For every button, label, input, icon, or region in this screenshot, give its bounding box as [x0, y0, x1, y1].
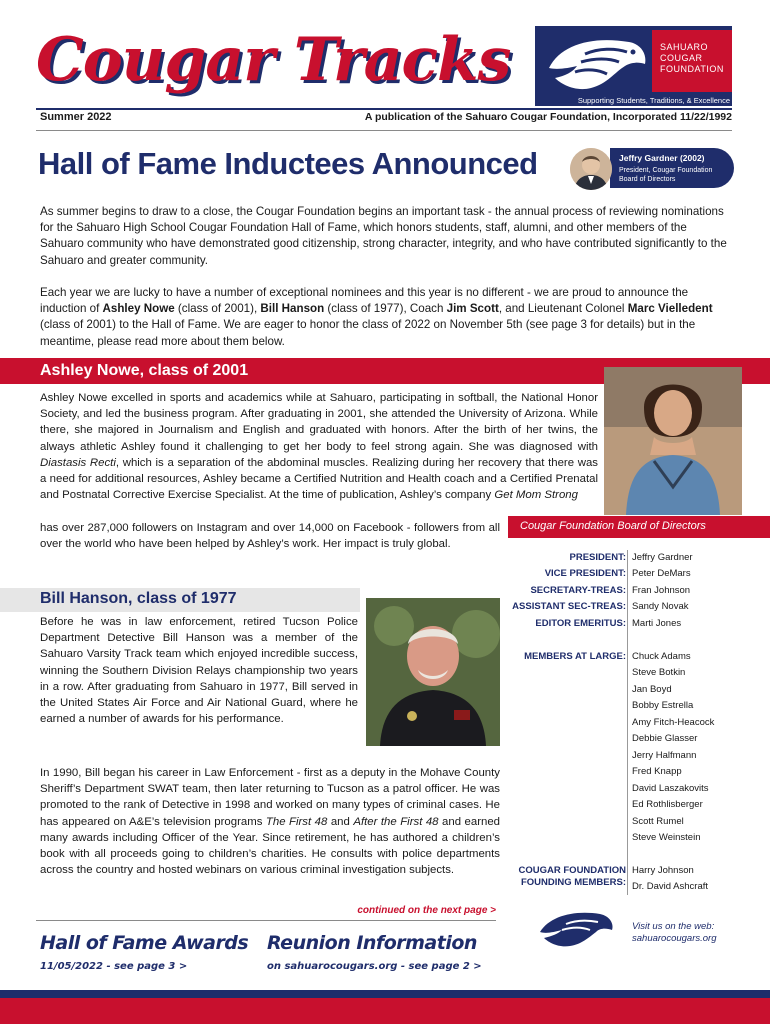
- board-member-name: Jan Boyd: [632, 684, 672, 695]
- website-link[interactable]: Visit us on the web: sahuarocougars.org: [632, 921, 717, 944]
- board-member-name: Peter DeMars: [632, 568, 691, 579]
- intro-paragraph-1: As summer begins to draw to a close, the Cougar Foundation begins an important task - the annual process of reviewing nominations for the Sahuaro High School Cougar Foundation Hall of Fame, which honors students, staff, alumni, and other members of the Sahuaro community who have demonstrated good citizenship, strong character, integrity, and who have contributed significantly to the Sahuaro and greater community.: [40, 205, 727, 267]
- bill-section-title: Bill Hanson, class of 1977: [40, 590, 237, 607]
- board-member-name: Jerry Halfmann: [632, 750, 697, 761]
- masthead-divider: [36, 108, 732, 110]
- board-member-name: Fran Johnson: [632, 585, 691, 596]
- inductee-name: Jim Scott: [446, 302, 499, 316]
- cougar-logo-icon: [545, 32, 650, 94]
- board-member-name: Chuck Adams: [632, 651, 691, 662]
- foundation-tagline: Supporting Students, Traditions, & Excellence: [577, 96, 730, 105]
- page-headline: Hall of Fame Inductees Announced: [38, 146, 538, 181]
- publication-line: A publication of the Sahuaro Cougar Foundation, Incorporated 11/22/1992: [364, 111, 732, 123]
- inductee-name: Marc Vielledent: [627, 302, 713, 316]
- footer-red-band: [0, 998, 770, 1024]
- awards-teaser-link[interactable]: 11/05/2022 - see page 3 >: [40, 961, 188, 972]
- board-member-name: Steve Botkin: [632, 667, 686, 678]
- board-role-label: ASSISTANT SEC-TREAS:: [512, 601, 626, 612]
- author-name: Jeffry Gardner (2002): [619, 153, 705, 163]
- board-member-name: David Laszakovits: [632, 783, 709, 794]
- board-member-name: Scott Rumel: [632, 816, 684, 827]
- bill-bio-paragraph-1: Before he was in law enforcement, retired Tucson Police Department Detective Bill Hanson was a member of the Sahuaro Varsity Track team which enjoyed incredible success, winning the Southern Division Relays championship two years in a row. After graduating from Sahuaro in 1977, Bill served in the United States Air Force and Air National Guard, where he earned a number of awards for his performance.: [40, 616, 358, 726]
- founding-member-name: Harry Johnson: [632, 865, 694, 876]
- board-divider: [627, 550, 628, 895]
- founding-member-name: Dr. David Ashcraft: [632, 881, 709, 892]
- continued-link[interactable]: continued on the next page >: [357, 905, 496, 916]
- intro-paragraph-2: Each year we are lucky to have a number of exceptional nominees and this year is no different - we are proud to announce the induction of Ashley Nowe (class of 2001), Bill Hanson (class of 1977), Coach Jim Scott, and Lieutenant Colonel Marc Vielledent (class of 2001) to the Hall of Fame. We are eager to honor the class of 2022 on November 5th (see page 3 for details) but in the meantime, please read more about them below.: [40, 286, 713, 348]
- awards-teaser-title[interactable]: Hall of Fame Awards: [40, 932, 249, 954]
- foundation-name: SAHUARO COUGAR FOUNDATION: [660, 42, 724, 74]
- inductee-name: Bill Hanson: [260, 302, 325, 316]
- board-header-title: Cougar Foundation Board of Directors: [520, 520, 706, 532]
- bill-bio-paragraph-2: In 1990, Bill began his career in Law Enforcement - first as a deputy in the Mohave County Sheriff’s Department SWAT team, then later returning to Tucson as a patrol officer. He was promoted to the rank of Detective in 1998 and worked on many types of criminal cases. He has appeared on A&E’s television programs The First 48 and After the First 48 and earned many awards including Officer of the Year. Since retirement, he has authored a children’s book with all proceeds going to children’s charities. He consults with police departments across the country and hosted webinars on various criminal investigation subjects.: [40, 767, 500, 877]
- board-role-label: SECRETARY-TREAS:: [530, 585, 626, 596]
- masthead-title: Cougar Tracks: [36, 25, 511, 95]
- author-avatar: [570, 148, 612, 190]
- board-member-name: Amy Fitch-Heacock: [632, 717, 715, 728]
- ashley-bio-part-1: Ashley Nowe excelled in sports and academics while at Sahuaro, participating in softball, the National Honor Society, and led the business program. After graduating in 2001, she attended the University of Arizona. While there, she majored in Journalism and English and graduated with honors. After the birth of her twins, the always athletic Ashley found it challenging to get her body to feel strong again. She was diagnosed with Diastasis Recti, which is a separation of the abdominal muscles. Realizing during her recovery that there was a need for additional resources, Ashley became a Certified Nutrition and Health coach and a Certified Prenatal and Postnatal Corrective Exercise Specialist. At the time of publication, Ashley’s company Get Mom Strong: [40, 392, 599, 502]
- board-member-name: Ed Rothlisberger: [632, 799, 703, 810]
- footer-navy-stripe: [0, 990, 770, 998]
- board-member-name: Steve Weinstein: [632, 832, 701, 843]
- founding-members-label: COUGAR FOUNDATION FOUNDING MEMBERS:: [518, 865, 626, 888]
- board-member-name: Debbie Glasser: [632, 733, 698, 744]
- ashley-photo: [604, 367, 742, 515]
- board-member-name: Sandy Novak: [632, 601, 689, 612]
- reunion-teaser-link[interactable]: on sahuarocougars.org - see page 2 >: [267, 961, 482, 972]
- board-member-name: Fred Knapp: [632, 766, 682, 777]
- ashley-section-title: Ashley Nowe, class of 2001: [40, 362, 249, 379]
- issue-date: Summer 2022: [40, 111, 112, 123]
- author-role: President, Cougar Foundation Board of Directors: [619, 167, 713, 183]
- bill-photo: [366, 598, 500, 746]
- footer-divider: [36, 920, 496, 921]
- reunion-teaser-title[interactable]: Reunion Information: [267, 932, 477, 954]
- board-member-name: Jeffry Gardner: [632, 552, 693, 563]
- board-role-label: PRESIDENT:: [569, 552, 626, 563]
- ashley-bio-part-2: has over 287,000 followers on Instagram and over 14,000 on Facebook - followers from all over the world who have been helped by Ashley’s work. Her impact is truly global.: [40, 522, 500, 551]
- person-icon: [570, 148, 612, 190]
- person-photo-icon: [366, 598, 500, 746]
- board-role-label: VICE PRESIDENT:: [544, 568, 626, 579]
- board-member-name: Marti Jones: [632, 618, 682, 629]
- members-at-large-label: MEMBERS AT LARGE:: [524, 651, 626, 662]
- inductee-name: Ashley Nowe: [102, 302, 175, 316]
- board-member-name: Bobby Estrella: [632, 700, 694, 711]
- board-role-label: EDITOR EMERITUS:: [535, 618, 626, 629]
- person-photo-icon: [604, 367, 742, 515]
- masthead-divider-thin: [36, 130, 732, 131]
- cougar-logo-icon: [538, 908, 616, 948]
